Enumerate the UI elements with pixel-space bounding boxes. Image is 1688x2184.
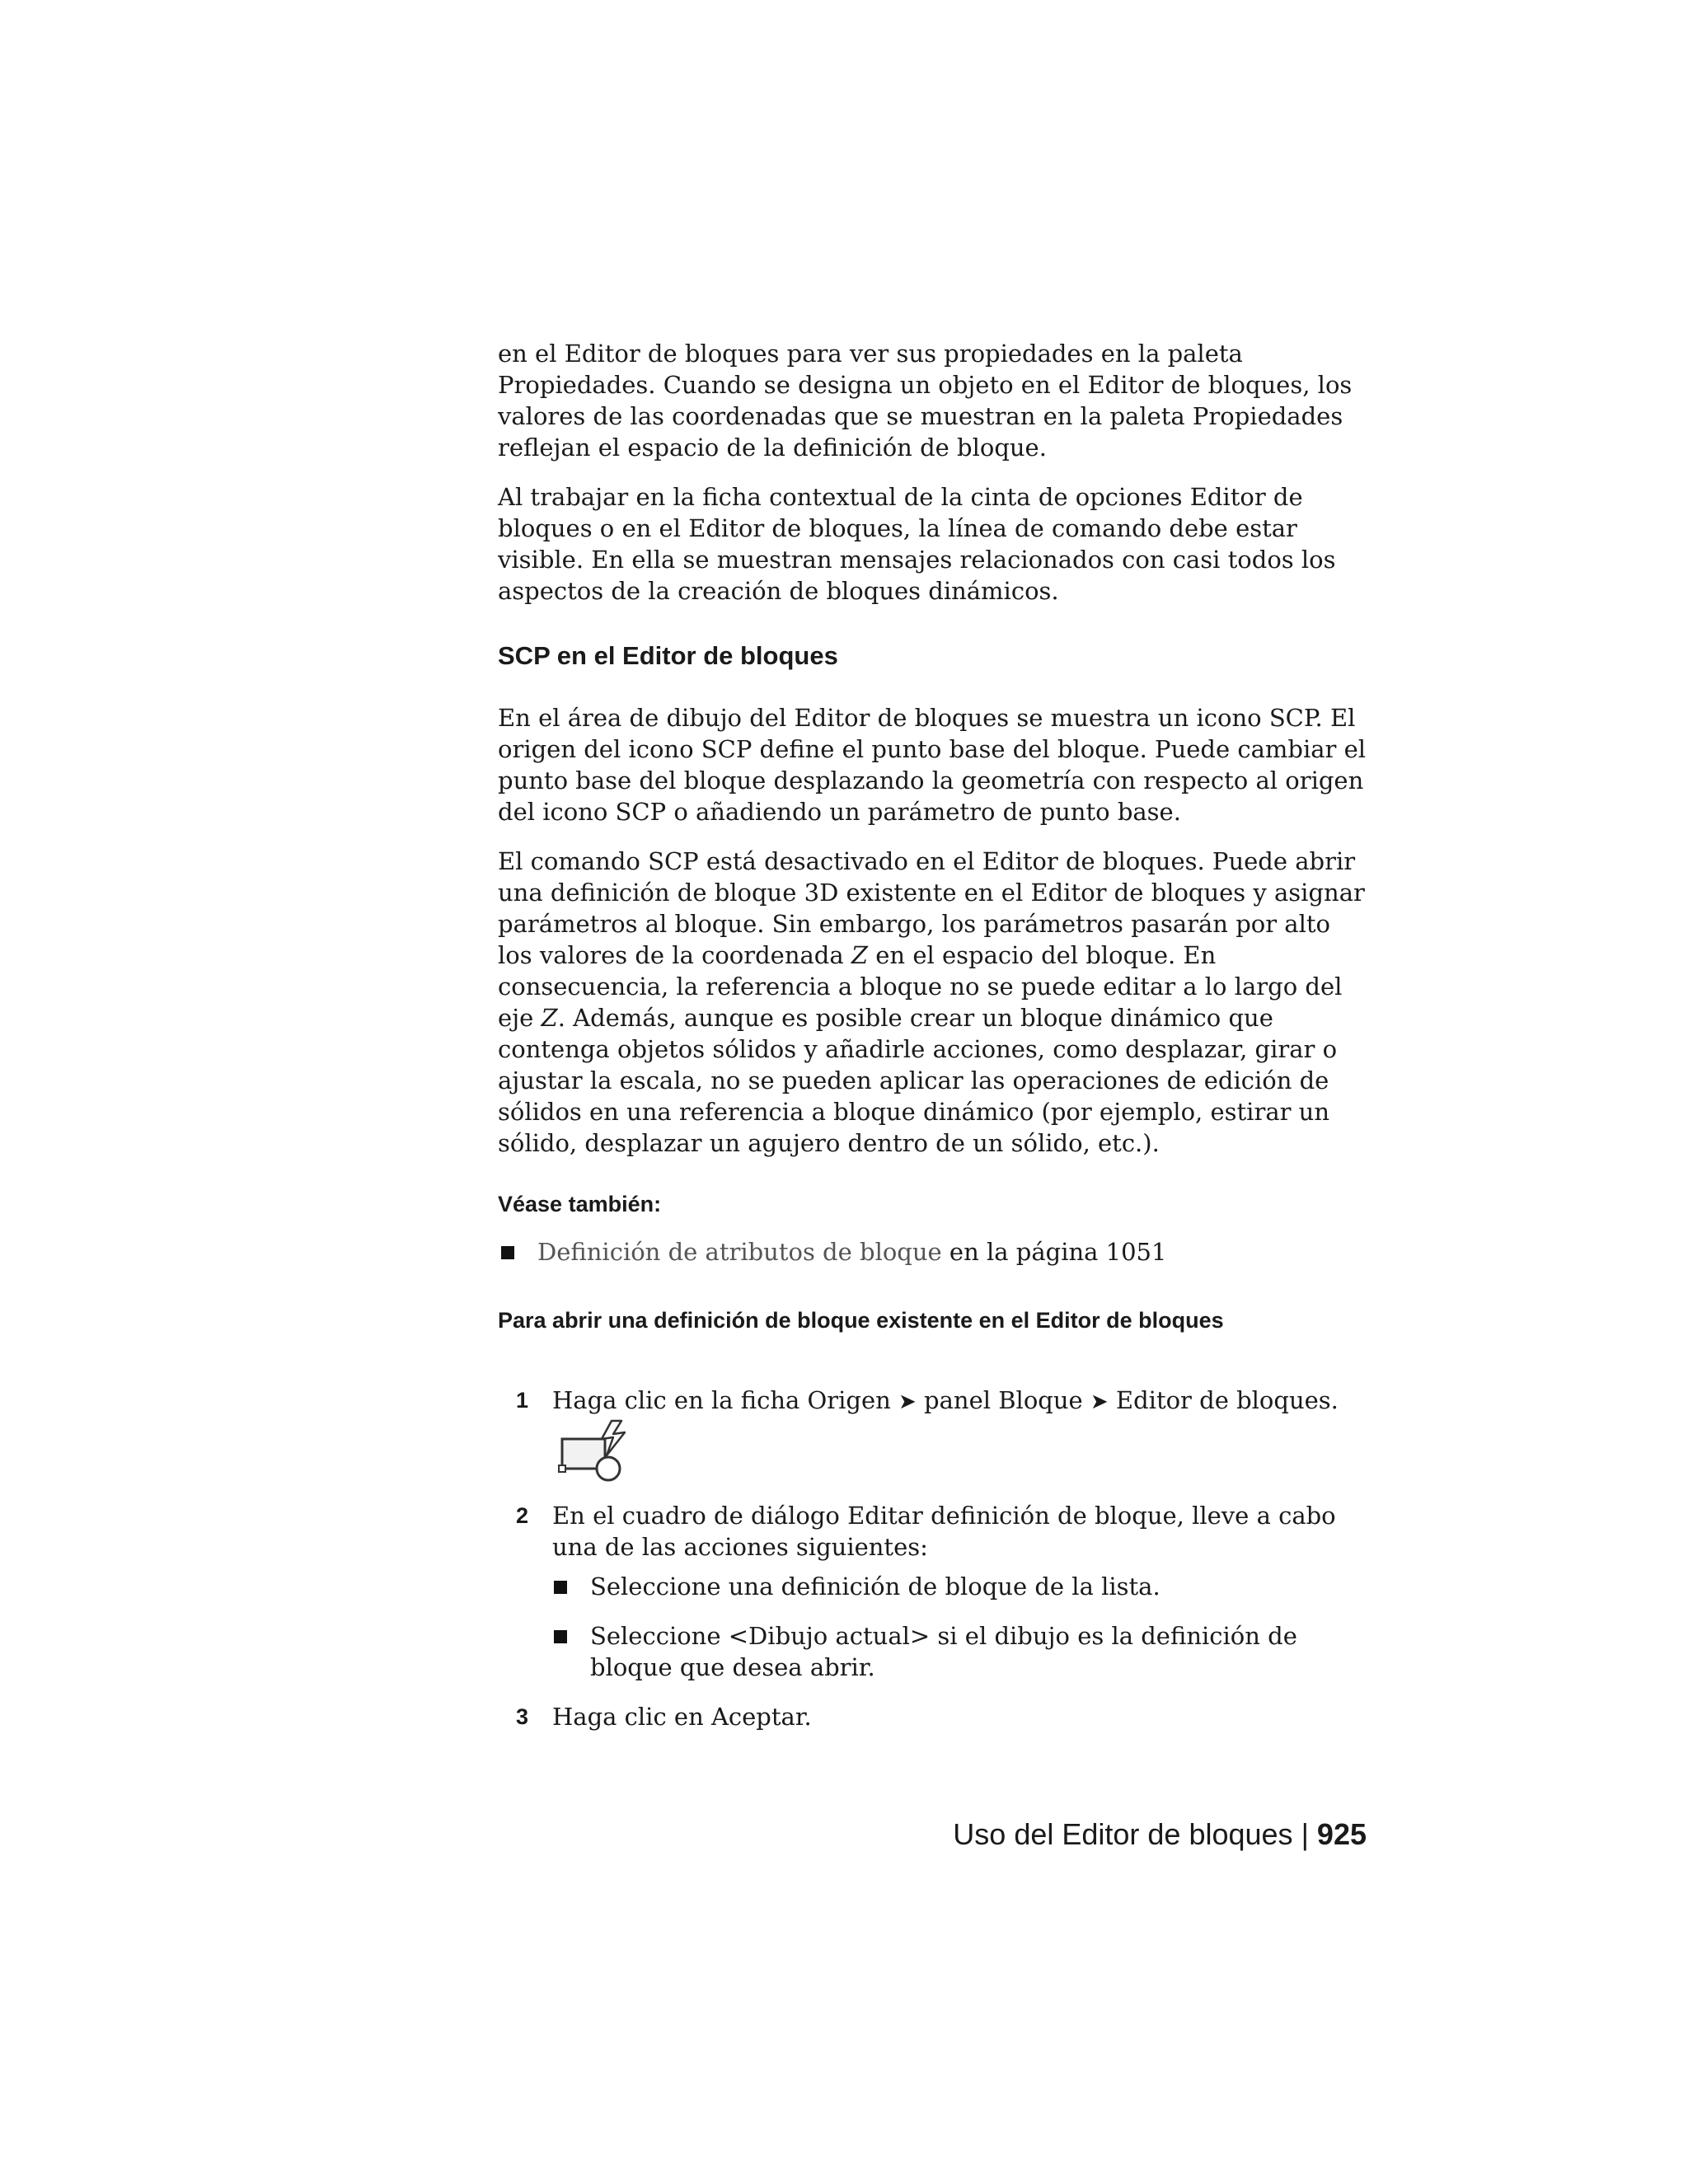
footer-separator: | (1301, 1817, 1309, 1851)
option-text: Seleccione <Dibujo actual> si el dibujo es la definición de bloque que desea abrir. (590, 1622, 1297, 1681)
step-text: En el cuadro de diálogo Editar definición de bloque, lleve a cabo una de las acciones siguientes: (552, 1502, 1336, 1561)
page-content (498, 338, 1372, 1749)
step-number: 1 (516, 1388, 529, 1413)
footer-section-title: Uso del Editor de bloques (953, 1817, 1293, 1851)
see-also-item (498, 1236, 1372, 1268)
see-also-link[interactable]: Definición de atributos de bloque (537, 1238, 942, 1266)
italic-z: Z (541, 1004, 558, 1032)
step-text: Haga clic en la ficha Origen (552, 1386, 899, 1414)
procedure-step-1 (498, 1385, 1372, 1483)
arrow-icon: ➤ (1090, 1390, 1109, 1414)
section-paragraph-1: En el área de dibujo del Editor de bloques se muestra un icono SCP. El origen del icono SCP define el punto base del bloque. Puede cambiar el punto base del bloque desplazando la geometría con respecto al origen del icono SCP o añadiendo un parámetro de punto base. (498, 704, 1367, 826)
text-run: en el espacio del bloque. En consecuencia, la referencia a bloque no se puede editar a lo largo del eje (498, 941, 1343, 1032)
step-number: 3 (516, 1704, 529, 1729)
bullet-square-icon (501, 1246, 514, 1259)
step-text: Editor de bloques. (1108, 1386, 1339, 1414)
block-editor-icon (557, 1418, 633, 1483)
see-also-page-ref: en la página 1051 (941, 1238, 1167, 1266)
procedure-step-3 (498, 1701, 1372, 1732)
step-text: panel Bloque (916, 1386, 1090, 1414)
see-also-label: Véase también: (498, 1192, 662, 1216)
page-number: 925 (1316, 1817, 1367, 1851)
step-number: 2 (516, 1503, 529, 1528)
step-2-option-2 (552, 1620, 1372, 1683)
section-heading: SCP en el Editor de bloques (498, 641, 838, 670)
paragraph-intro-1: en el Editor de bloques para ver sus propiedades en la paleta Propiedades. Cuando se designa un objeto en el Editor de bloques, los valores de las coordenadas que se muestran en la paleta Propiedades reflejan el espacio de la definición de bloque. (498, 340, 1353, 462)
text-run: El comando SCP está desactivado en el Editor de bloques. Puede abrir una definición de bloque 3D existente en el Editor de bloques y asignar parámetros al bloque. Sin embargo, los parámetros pasarán por alto los valores de la coordenada (498, 847, 1365, 969)
page-footer (953, 1816, 1367, 1853)
italic-z: Z (851, 941, 869, 969)
step-text: Haga clic en Aceptar. (552, 1703, 812, 1731)
procedure-step-2 (498, 1500, 1372, 1683)
arrow-icon: ➤ (898, 1390, 917, 1414)
section-paragraph-2 (498, 846, 1372, 1159)
procedure-heading: Para abrir una definición de bloque existente en el Editor de bloques (498, 1308, 1224, 1333)
step-2-option-1 (552, 1571, 1372, 1602)
option-text: Seleccione una definición de bloque de la lista. (590, 1572, 1160, 1601)
bullet-square-icon (554, 1581, 567, 1594)
paragraph-intro-2: Al trabajar en la ficha contextual de la cinta de opciones Editor de bloques o en el Editor de bloques, la línea de comando debe estar visible. En ella se muestran mensajes relacionados con casi todos los aspectos de la creación de bloques dinámicos. (498, 483, 1336, 605)
text-run: . Además, aunque es posible crear un bloque dinámico que contenga objetos sólidos y añadirle acciones, como desplazar, girar o ajustar la escala, no se pueden aplicar las operaciones de edición de sólidos en una referencia a bloque dinámico (por ejemplo, estirar un sólido, desplazar un agujero dentro de un sólido, etc.). (498, 1004, 1338, 1157)
bullet-square-icon (554, 1630, 567, 1643)
